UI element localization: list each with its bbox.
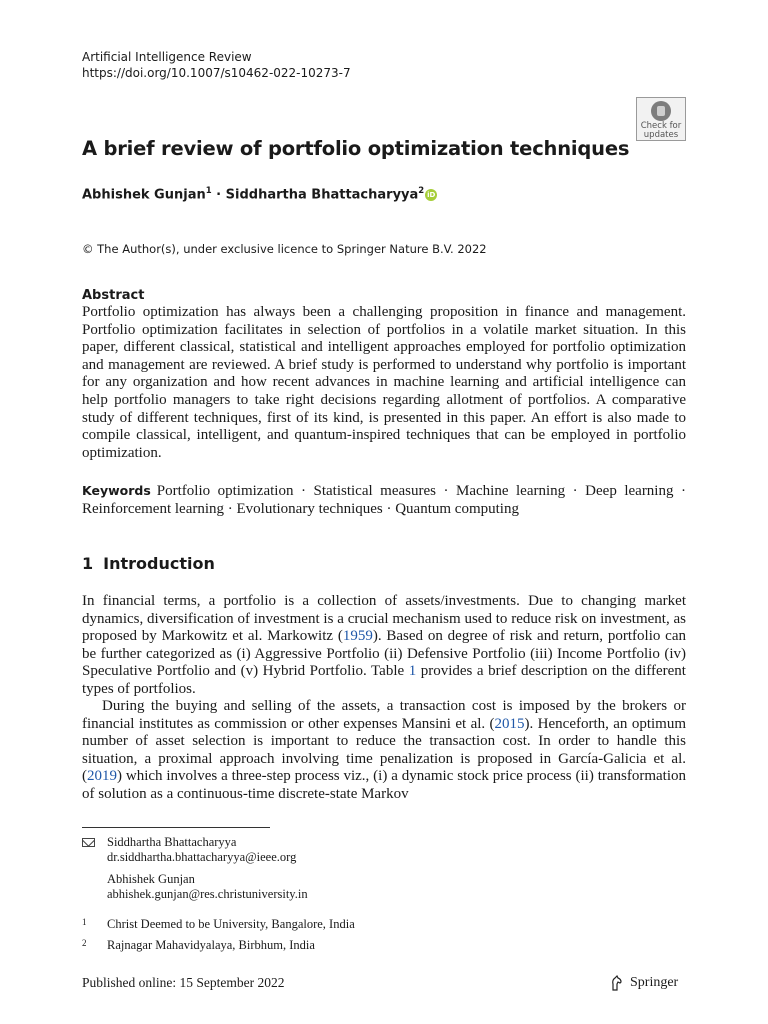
citation-link[interactable]: 2015 <box>494 715 525 732</box>
keywords-list: Portfolio optimization · Statistical measures · Machine learning · Deep learning · Reinforcement learning · Evolutionary techniques · Quantum computing <box>82 483 686 517</box>
body-paragraph: During the buying and selling of the assets, a transaction cost is imposed by the brokers or financial institutes as commission or other expenses Mansini et al. (2015). Henceforth, an optimum number of asset selection is important to reduce the transaction cost. In order to handle this situation, a proximal approach involving time penalization is proposed in García-Galicia et al. (2019) which involves a three-step process viz., (i) a dynamic stock price process (ii) transformation of solution as a continuous-time discrete-state Markov <box>82 698 686 802</box>
section-number: 1 <box>82 554 94 573</box>
journal-name: Artificial Intelligence Review <box>82 50 252 64</box>
author-name[interactable]: Siddhartha Bhattacharyya <box>225 187 419 203</box>
springer-horse-icon <box>610 975 624 991</box>
author-name[interactable]: Abhishek Gunjan <box>82 187 206 203</box>
section-title: Introduction <box>103 554 215 573</box>
check-for-updates-badge[interactable] <box>636 97 686 141</box>
affiliation-marker: 1 <box>205 186 212 196</box>
publisher-logo <box>610 975 678 991</box>
article-title: A brief review of portfolio optimization techniques <box>82 137 630 160</box>
table-link[interactable]: 1 <box>408 663 417 680</box>
corresponding-author <box>107 835 296 865</box>
published-date: Published online: 15 September 2022 <box>82 975 285 990</box>
badge-label: Check for updates <box>640 121 682 140</box>
author-contact-email[interactable]: abhishek.gunjan@res.christuniversity.in <box>107 887 308 901</box>
corresponding-email[interactable]: dr.siddhartha.bhattacharyya@ieee.org <box>107 850 297 864</box>
author-separator: · <box>211 187 226 203</box>
orcid-icon[interactable]: iD <box>427 191 436 200</box>
copyright-notice: © The Author(s), under exclusive licence to Springer Nature B.V. 2022 <box>82 242 487 256</box>
author-list <box>82 186 437 202</box>
keywords <box>82 482 686 518</box>
keywords-label: Keywords <box>82 483 151 498</box>
citation-link[interactable]: 2019 <box>87 768 117 785</box>
section-heading <box>82 554 215 573</box>
corresponding-name: Siddhartha Bhattacharyya <box>107 835 237 849</box>
body-paragraph: In financial terms, a portfolio is a collection of assets/investments. Due to changing market dynamics, diversification of investment is a crucial mechanism used to reduce risk on investment, as proposed by Markowitz et al. Markowitz (1959). Based on degree of risk and return, portfolio can be further categorized as (i) Aggressive Portfolio (ii) Defensive Portfolio (iii) Income Portfolio (iv) Speculative Portfolio and (v) Hybrid Portfolio. Table 1 provides a brief description on the different types of portfolios. <box>82 593 686 697</box>
author-contact-name: Abhishek Gunjan <box>107 872 195 886</box>
abstract-text: Portfolio optimization has always been a challenging proposition in finance and management. Portfolio optimization facilitates in selection of portfolios in a volatile market situation. In this paper, different classical, statistical and intelligent approaches employed for portfolio optimization and management are reviewed. A brief study is performed to understand why portfolio is important for any organization and how recent advances in machine learning and artificial intelligence can help portfolio managers to take right decisions regarding allotment of portfolios. A comparative study of different techniques, first of its kind, is presented in this paper. An effort is also made to compile classical, intelligent, and quantum-inspired techniques that can be employed in portfolio optimization. <box>82 304 686 461</box>
abstract-heading: Abstract <box>82 288 145 303</box>
publisher-name: Springer <box>630 975 679 990</box>
update-icon <box>651 101 671 121</box>
doi-link[interactable]: https://doi.org/10.1007/s10462-022-10273-7 <box>82 66 351 80</box>
affiliation-marker: 2 <box>418 186 425 196</box>
affiliation: 1 Christ Deemed to be University, Bangalore, India <box>82 917 355 931</box>
author-contact <box>107 872 308 902</box>
envelope-icon <box>82 838 95 847</box>
footnote-divider <box>82 827 270 828</box>
citation-link[interactable]: 1959 <box>342 628 373 645</box>
affiliation: 2 Rajnagar Mahavidyalaya, Birbhum, India <box>82 938 315 952</box>
